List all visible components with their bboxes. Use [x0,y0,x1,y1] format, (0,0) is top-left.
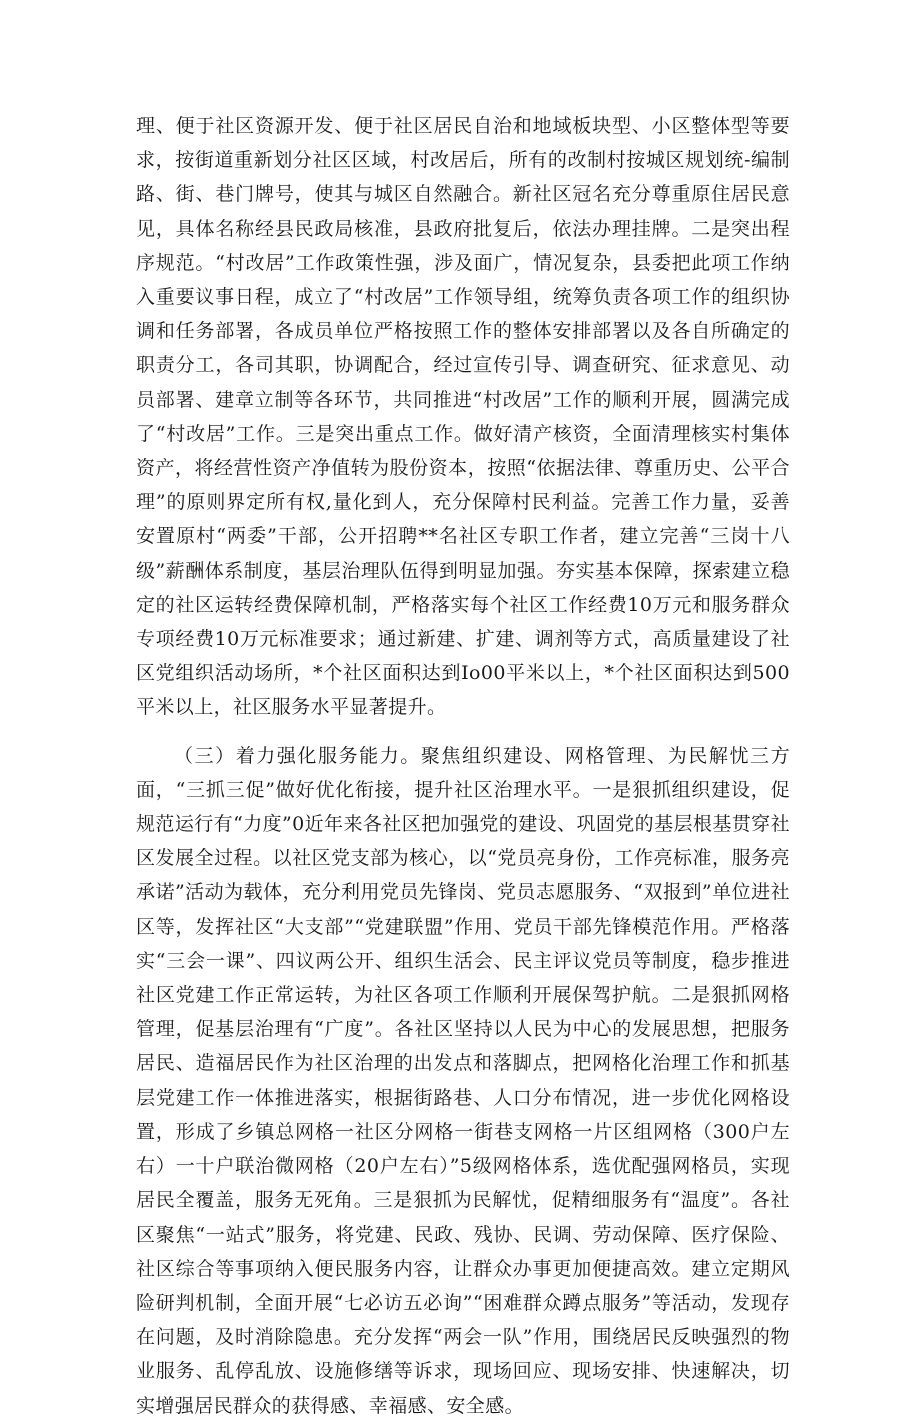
paragraph-continued: 理、便于社区资源开发、便于社区居民自治和地域板块型、小区整体型等要求，按街道重新划分社区区域，村改居后，所有的改制村按城区规划统-编制路、街、巷门牌号，使其与城区自然融合。新社区冠名充分尊重原住居民意见，具体名称经县民政局核准，县政府批复后，依法办理挂牌。二是突出程序规范。“村改居”工作政策性强，涉及面广，情况复杂，县委把此项工作纳入重要议事日程，成立了“村改居”工作领导组，统筹负责各项工作的组织协调和任务部署，各成员单位严格按照工作的整体安排部署以及各自所确定的职责分工，各司其职，协调配合，经过宣传引导、调查研究、征求意见、动员部署、建章立制等各环节，共同推进“村改居”工作的顺利开展，圆满完成了“村改居”工作。三是突出重点工作。做好清产核资，全面清理核实村集体资产，将经营性资产净值转为股份资本，按照“依据法律、尊重历史、公平合理”的原则界定所有权,量化到人，充分保障村民利益。完善工作力量，妥善安置原村“两委”干部，公开招聘**名社区专职工作者，建立完善“三岗十八级”薪酬体系制度，基层治理队伍得到明显加强。夯实基本保障，探索建立稳定的社区运转经费保障机制，严格落实每个社区工作经费10万元和服务群众专项经费10万元标准要求；通过新建、扩建、调剂等方式，高质量建设了社区党组织活动场所，*个社区面积达到Io00平米以上，*个社区面积达到500平米以上，社区服务水平显著提升。 [136,115,790,719]
paragraph-section-3: （三）着力强化服务能力。聚焦组织建设、网格管理、为民解忧三方面，“三抓三促”做好优化衔接，提升社区治理水平。一是狠抓组织建设，促规范运行有“力度”0近年来各社区把加强党的建设、巩固党的基层根基贯穿社区发展全过程。以社区党支部为核心，以“党员亮身份，工作亮标准，服务亮承诺”活动为载体，充分利用党员先锋岗、党员志愿服务、“双报到”单位进社区等，发挥社区“大支部”“党建联盟”作用、党员干部先锋模范作用。严格落实“三会一课”、四议两公开、组织生活会、民主评议党员等制度，稳步推进社区党建工作正常运转，为社区各项工作顺利开展保驾护航。二是狠抓网格管理，促基层治理有“广度”。各社区坚持以人民为中心的发展思想，把服务居民、造福居民作为社区治理的出发点和落脚点，把网格化治理工作和抓基层党建工作一体推进落实，根据街路巷、人口分布情况，进一步优化网格设置，形成了乡镇总网格一社区分网格一街巷支网格一片区组网格（300户左右）一十户联治微网格（20户左右）”5级网格体系，选优配强网格员，实现居民全覆盖，服务无死角。三是狠抓为民解忧，促精细服务有“温度”。各社区聚焦“一站式”服务，将党建、民政、残协、民调、劳动保障、医疗保险、社区综合等事项纳入便民服务内容，让群众办事更加便捷高效。建立定期风险研判机制，全面开展“七必访五必询”“困难群众蹲点服务”等活动，发现存在问题，及时消除隐患。充分发挥“两会一队”作用，围绕居民反映强烈的物业服务、乱停乱放、设施修缮等诉求，现场回应、现场安排、快速解决，切实增强居民群众的获得感、幸福感、安全感。 [136,744,790,1417]
document-body [136,109,790,1423]
